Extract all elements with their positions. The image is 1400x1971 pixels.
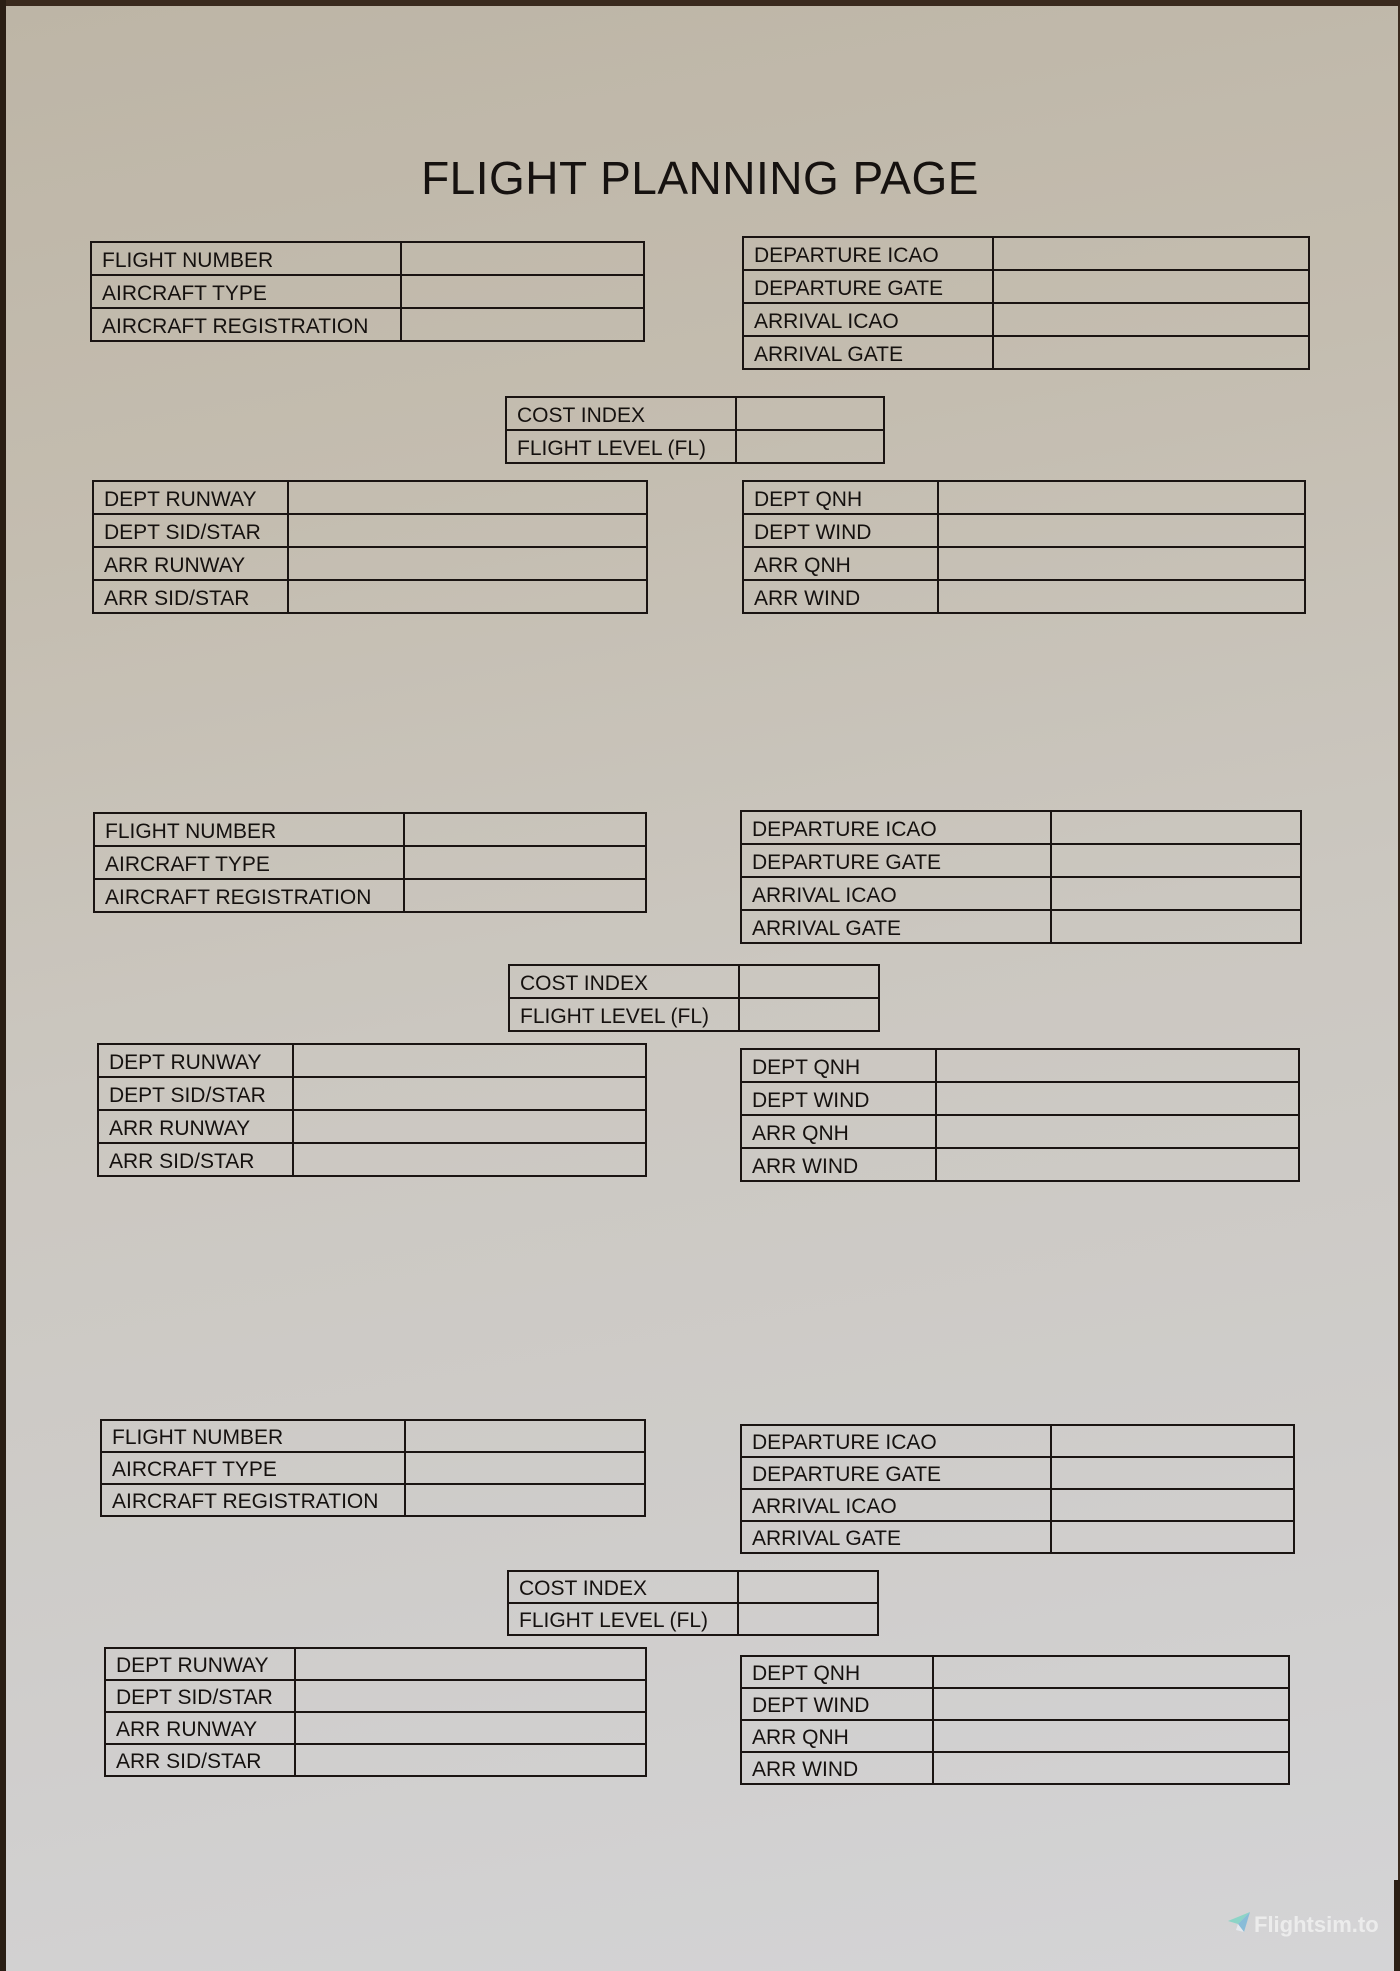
field-label: AIRCRAFT TYPE xyxy=(101,1452,405,1484)
flight-info-table-1 xyxy=(90,241,645,342)
aircraft-type-field[interactable] xyxy=(401,275,644,308)
field-label: ARR SID/STAR xyxy=(93,580,288,613)
airports-table-1 xyxy=(742,236,1310,370)
table-row xyxy=(741,1148,1299,1181)
table-row xyxy=(93,514,647,547)
table-row xyxy=(91,308,644,341)
field-label: COST INDEX xyxy=(509,965,739,998)
table-row xyxy=(105,1712,646,1744)
table-row xyxy=(743,270,1309,303)
weather-table-3 xyxy=(740,1655,1290,1785)
field-label: DEPT SID/STAR xyxy=(105,1680,295,1712)
table-row xyxy=(506,430,884,463)
departure-gate-field[interactable] xyxy=(1051,1457,1294,1489)
field-label: DEPARTURE ICAO xyxy=(743,237,993,270)
dept-wind-field[interactable] xyxy=(936,1082,1299,1115)
aircraft-type-field[interactable] xyxy=(404,846,646,879)
table-row xyxy=(741,811,1301,844)
field-label: DEPARTURE GATE xyxy=(743,270,993,303)
field-label: DEPT RUNWAY xyxy=(105,1648,295,1680)
table-row xyxy=(98,1143,646,1176)
dept-qnh-field[interactable] xyxy=(936,1049,1299,1082)
field-label: COST INDEX xyxy=(508,1571,738,1603)
table-row xyxy=(98,1044,646,1077)
flight-info-table-3 xyxy=(100,1419,646,1517)
table-row xyxy=(741,1688,1289,1720)
arrival-icao-field[interactable] xyxy=(993,303,1309,336)
field-label: ARR RUNWAY xyxy=(98,1110,293,1143)
watermark xyxy=(1228,1912,1379,1938)
dept-wind-field[interactable] xyxy=(938,514,1305,547)
arr-sid-star-field[interactable] xyxy=(293,1143,646,1176)
table-row xyxy=(101,1452,645,1484)
field-label: FLIGHT LEVEL (FL) xyxy=(506,430,736,463)
field-label: ARR RUNWAY xyxy=(93,547,288,580)
performance-table-2 xyxy=(508,964,880,1032)
field-label: DEPT WIND xyxy=(741,1688,933,1720)
table-row xyxy=(743,547,1305,580)
table-row xyxy=(743,303,1309,336)
arrival-gate-field[interactable] xyxy=(993,336,1309,369)
flight-level-fl-field[interactable] xyxy=(739,998,879,1031)
watermark-text: Flightsim.to xyxy=(1254,1912,1379,1937)
flight-number-field[interactable] xyxy=(404,813,646,846)
dept-sid-star-field[interactable] xyxy=(288,514,647,547)
field-label: DEPT QNH xyxy=(741,1656,933,1688)
arrival-icao-field[interactable] xyxy=(1051,877,1301,910)
airports-table-2 xyxy=(740,810,1302,944)
weather-table-1 xyxy=(742,480,1306,614)
runways-table-3 xyxy=(104,1647,647,1777)
cost-index-field[interactable] xyxy=(739,965,879,998)
table-row xyxy=(743,580,1305,613)
field-label: FLIGHT NUMBER xyxy=(94,813,404,846)
weather-table-2 xyxy=(740,1048,1300,1182)
arrival-gate-field[interactable] xyxy=(1051,910,1301,943)
table-row xyxy=(94,813,646,846)
field-label: ARR WIND xyxy=(743,580,938,613)
field-label: AIRCRAFT REGISTRATION xyxy=(101,1484,405,1516)
aircraft-type-field[interactable] xyxy=(405,1452,645,1484)
field-label: ARR WIND xyxy=(741,1752,933,1784)
table-row xyxy=(741,1115,1299,1148)
field-label: ARRIVAL GATE xyxy=(741,1521,1051,1553)
table-row xyxy=(105,1744,646,1776)
cost-index-field[interactable] xyxy=(736,397,884,430)
flight-level-fl-field[interactable] xyxy=(738,1603,878,1635)
field-label: ARR SID/STAR xyxy=(98,1143,293,1176)
field-label: DEPT SID/STAR xyxy=(98,1077,293,1110)
field-label: FLIGHT LEVEL (FL) xyxy=(509,998,739,1031)
table-row xyxy=(101,1420,645,1452)
departure-icao-field[interactable] xyxy=(993,237,1309,270)
aircraft-registration-field[interactable] xyxy=(401,308,644,341)
departure-gate-field[interactable] xyxy=(1051,844,1301,877)
departure-gate-field[interactable] xyxy=(993,270,1309,303)
dept-sid-star-field[interactable] xyxy=(293,1077,646,1110)
field-label: DEPT SID/STAR xyxy=(93,514,288,547)
table-row xyxy=(741,1656,1289,1688)
table-row xyxy=(508,1571,878,1603)
table-row xyxy=(506,397,884,430)
arr-wind-field[interactable] xyxy=(936,1148,1299,1181)
dept-runway-field[interactable] xyxy=(288,481,647,514)
field-label: ARRIVAL ICAO xyxy=(741,1489,1051,1521)
field-label: DEPT WIND xyxy=(743,514,938,547)
field-label: DEPT RUNWAY xyxy=(93,481,288,514)
table-row xyxy=(94,879,646,912)
aircraft-registration-field[interactable] xyxy=(404,879,646,912)
table-row xyxy=(741,877,1301,910)
field-label: ARR QNH xyxy=(743,547,938,580)
flight-number-field[interactable] xyxy=(405,1420,645,1452)
arr-qnh-field[interactable] xyxy=(933,1720,1289,1752)
arr-wind-field[interactable] xyxy=(933,1752,1289,1784)
field-label: ARRIVAL GATE xyxy=(743,336,993,369)
table-row xyxy=(91,275,644,308)
flight-info-table-2 xyxy=(93,812,647,913)
arr-qnh-field[interactable] xyxy=(938,547,1305,580)
arr-sid-star-field[interactable] xyxy=(288,580,647,613)
field-label: FLIGHT NUMBER xyxy=(91,242,401,275)
airports-table-3 xyxy=(740,1424,1295,1554)
table-row xyxy=(93,547,647,580)
table-row xyxy=(743,481,1305,514)
dept-wind-field[interactable] xyxy=(933,1688,1289,1720)
field-label: DEPT QNH xyxy=(741,1049,936,1082)
table-row xyxy=(741,1082,1299,1115)
dept-sid-star-field[interactable] xyxy=(295,1680,646,1712)
field-label: ARR RUNWAY xyxy=(105,1712,295,1744)
table-row xyxy=(93,580,647,613)
table-row xyxy=(741,1720,1289,1752)
flight-level-fl-field[interactable] xyxy=(736,430,884,463)
field-label: DEPARTURE GATE xyxy=(741,844,1051,877)
table-surface-edge-right xyxy=(1394,1880,1400,1971)
field-label: DEPARTURE GATE xyxy=(741,1457,1051,1489)
field-label: AIRCRAFT TYPE xyxy=(94,846,404,879)
runways-table-1 xyxy=(92,480,648,614)
table-row xyxy=(743,336,1309,369)
field-label: ARR WIND xyxy=(741,1148,936,1181)
field-label: DEPARTURE ICAO xyxy=(741,1425,1051,1457)
table-row xyxy=(741,1752,1289,1784)
field-label: COST INDEX xyxy=(506,397,736,430)
field-label: FLIGHT LEVEL (FL) xyxy=(508,1603,738,1635)
field-label: ARRIVAL ICAO xyxy=(743,303,993,336)
page-title: FLIGHT PLANNING PAGE xyxy=(421,151,979,204)
paper-plane-icon xyxy=(1228,1912,1250,1938)
table-row xyxy=(509,965,879,998)
field-label: FLIGHT NUMBER xyxy=(101,1420,405,1452)
departure-icao-field[interactable] xyxy=(1051,1425,1294,1457)
field-label: DEPT WIND xyxy=(741,1082,936,1115)
field-label: ARR QNH xyxy=(741,1720,933,1752)
performance-table-1 xyxy=(505,396,885,464)
performance-table-3 xyxy=(507,1570,879,1636)
field-label: DEPT RUNWAY xyxy=(98,1044,293,1077)
field-label: ARR SID/STAR xyxy=(105,1744,295,1776)
field-label: AIRCRAFT REGISTRATION xyxy=(91,308,401,341)
cost-index-field[interactable] xyxy=(738,1571,878,1603)
dept-qnh-field[interactable] xyxy=(938,481,1305,514)
arr-runway-field[interactable] xyxy=(288,547,647,580)
arrival-icao-field[interactable] xyxy=(1051,1489,1294,1521)
arrival-gate-field[interactable] xyxy=(1051,1521,1294,1553)
table-row xyxy=(508,1603,878,1635)
field-label: AIRCRAFT REGISTRATION xyxy=(94,879,404,912)
table-row xyxy=(741,1489,1294,1521)
arr-sid-star-field[interactable] xyxy=(295,1744,646,1776)
runways-table-2 xyxy=(97,1043,647,1177)
arr-runway-field[interactable] xyxy=(293,1110,646,1143)
field-label: ARRIVAL GATE xyxy=(741,910,1051,943)
dept-runway-field[interactable] xyxy=(295,1648,646,1680)
table-row xyxy=(741,1049,1299,1082)
table-row xyxy=(98,1110,646,1143)
field-label: AIRCRAFT TYPE xyxy=(91,275,401,308)
table-row xyxy=(101,1484,645,1516)
arr-qnh-field[interactable] xyxy=(936,1115,1299,1148)
table-row xyxy=(741,1521,1294,1553)
departure-icao-field[interactable] xyxy=(1051,811,1301,844)
flight-number-field[interactable] xyxy=(401,242,644,275)
field-label: DEPT QNH xyxy=(743,481,938,514)
dept-runway-field[interactable] xyxy=(293,1044,646,1077)
table-row xyxy=(93,481,647,514)
arr-runway-field[interactable] xyxy=(295,1712,646,1744)
table-row xyxy=(741,844,1301,877)
table-row xyxy=(509,998,879,1031)
table-row xyxy=(94,846,646,879)
table-row xyxy=(741,910,1301,943)
table-row xyxy=(741,1425,1294,1457)
table-row xyxy=(743,237,1309,270)
arr-wind-field[interactable] xyxy=(938,580,1305,613)
table-row xyxy=(98,1077,646,1110)
table-row xyxy=(105,1680,646,1712)
table-row xyxy=(741,1457,1294,1489)
field-label: ARRIVAL ICAO xyxy=(741,877,1051,910)
field-label: DEPARTURE ICAO xyxy=(741,811,1051,844)
field-label: ARR QNH xyxy=(741,1115,936,1148)
aircraft-registration-field[interactable] xyxy=(405,1484,645,1516)
table-row xyxy=(91,242,644,275)
dept-qnh-field[interactable] xyxy=(933,1656,1289,1688)
table-row xyxy=(743,514,1305,547)
table-row xyxy=(105,1648,646,1680)
